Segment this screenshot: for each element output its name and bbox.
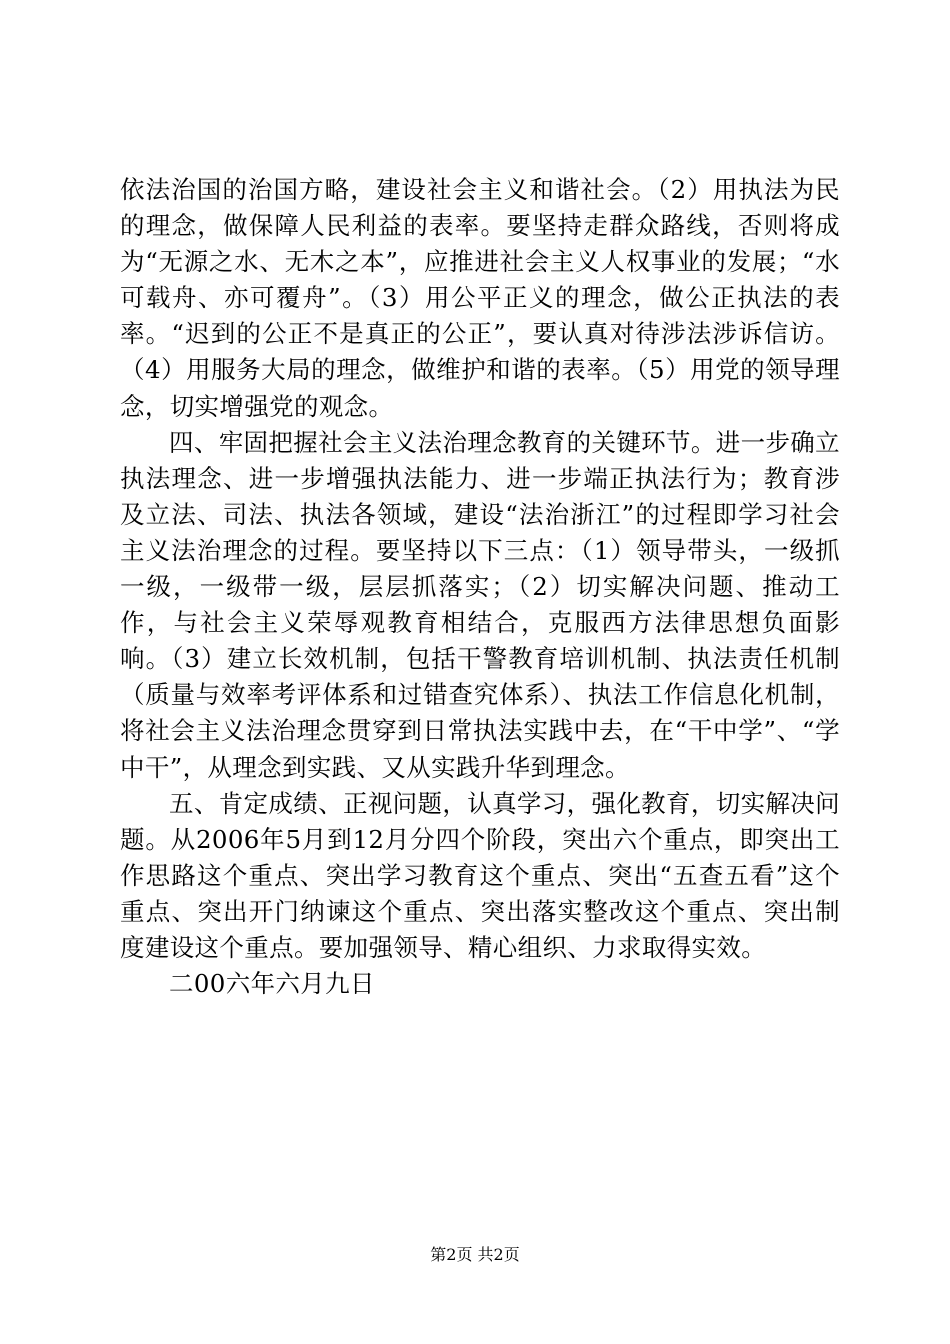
paragraph-section-five: 五、肯定成绩、正视问题，认真学习，强化教育，切实解决问题。从2006年5月到12月分四个阶段，突出六个重点，即突出工作思路这个重点、突出学习教育这个重点、突出“五查五看”这个重点、突出开门纳谏这个重点、突出落实整改这个重点、突出制度建设这个重点。要加强领导、精心组织、力求取得实效。: [120, 788, 840, 962]
page-number: 第2页 共2页: [430, 1245, 520, 1264]
document-body: [120, 172, 840, 1002]
paragraph-section-four: 四、牢固把握社会主义法治理念教育的关键环节。进一步确立执法理念、进一步增强执法能力、进一步端正执法行为；教育涉及立法、司法、执法各领域，建设“法治浙江”的过程即学习社会主义法治理念的过程。要坚持以下三点：（1）领导带头，一级抓一级，一级带一级，层层抓落实；（2）切实解决问题、推动工作，与社会主义荣辱观教育相结合，克服西方法律思想负面影响。（3）建立长效机制，包括干警教育培训机制、执法责任机制（质量与效率考评体系和过错查究体系）、执法工作信息化机制，将社会主义法治理念贯穿到日常执法实践中去，在“干中学”、“学中干”，从理念到实践、又从实践升华到理念。: [120, 427, 840, 782]
document-date: 二00六年六月九日: [169, 969, 375, 999]
paragraph-continuation: 依法治国的治国方略，建设社会主义和谐社会。（2）用执法为民的理念，做保障人民利益的表率。要坚持走群众路线，否则将成为“无源之水、无木之本”，应推进社会主义人权事业的发展；“水可载舟、亦可覆舟”。（3）用公平正义的理念，做公正执法的表率。“迟到的公正不是真正的公正”，要认真对待涉法涉诉信访。（4）用服务大局的理念，做维护和谐的表率。（5）用党的领导理念，切实增强党的观念。: [120, 175, 840, 421]
